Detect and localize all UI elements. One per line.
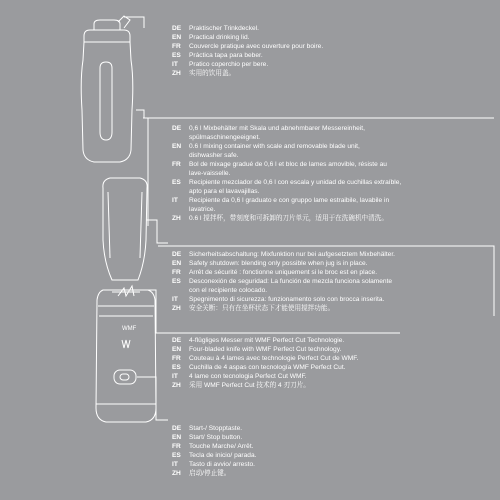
desc-line: Safety shutdown: blending only possible when jug is in place. (189, 260, 368, 267)
lang-code: ES (172, 179, 181, 186)
lang-code: ES (172, 52, 181, 59)
lang-code: FR (172, 269, 181, 276)
lang-code: FR (172, 161, 181, 168)
lang-code: IT (172, 197, 178, 204)
lang-code: FR (172, 43, 181, 50)
lang-code: ZH (172, 215, 181, 222)
desc-line: Cuchilla de 4 aspas con tecnología WMF Perfect Cut. (189, 364, 346, 371)
lang-code: IT (172, 373, 178, 380)
desc-line: 启动/停止键。 (189, 470, 231, 477)
lang-code: EN (172, 143, 182, 150)
desc-line: spülmaschinengeeignet. (189, 134, 261, 141)
lang-code: ZH (172, 382, 181, 389)
lang-code: FR (172, 443, 181, 450)
lang-code: ES (172, 452, 181, 459)
lang-code: DE (172, 25, 182, 32)
desc-line: Couvercle pratique avec ouverture pour boire. (189, 43, 324, 50)
lang-code: DE (172, 251, 182, 258)
lang-code: DE (172, 337, 182, 344)
lang-code: ES (172, 278, 181, 285)
section-drinking-lid (172, 24, 323, 78)
desc-line: Arrêt de sécurité : fonctionne uniquement si le broc est en place. (189, 269, 378, 276)
desc-line: Spegnimento di sicurezza: funzionamento solo con brocca inserita. (189, 296, 385, 303)
desc-line: Recipiente da 0,6 l graduato e con gruppo lame estraibile, lavabile in (189, 197, 390, 204)
desc-line: dishwasher safe. (189, 152, 239, 159)
desc-line: Tasto di avvio/ arresto. (189, 461, 255, 468)
desc-line: Pratico coperchio per bere. (189, 61, 269, 68)
lang-code: ES (172, 364, 181, 371)
desc-line: Start-/ Stopptaste. (189, 425, 243, 432)
desc-line: Start/ Stop button. (189, 434, 243, 441)
desc-line: Sicherheitsabschaltung: Mixfunktion nur bei aufgesetztem Mixbehälter. (189, 251, 395, 258)
desc-line: 0,6 l Mixbehälter mit Skala und abnehmbarer Messereinheit, (189, 125, 365, 132)
desc-line: 安全关断：只有在坐杯状态下才能使用搅拌功能。 (189, 305, 335, 312)
lang-code: DE (172, 125, 182, 132)
desc-line: 采用 WMF Perfect Cut 技术的 4 刃刀片。 (189, 382, 310, 389)
lang-code: DE (172, 425, 182, 432)
desc-line: Praktischer Trinkdeckel. (189, 25, 259, 32)
desc-line: 0.6 l mixing container with scale and removable blade unit, (189, 143, 360, 150)
desc-line: Four-bladed knife with WMF Perfect Cut technology. (189, 346, 342, 353)
desc-line: 4 lame con tecnologia Perfect Cut WMF. (189, 373, 307, 380)
desc-line: apto para el lavavajillas. (189, 188, 260, 195)
section-mixing-container (172, 124, 401, 223)
desc-line: 实用的饮用盖。 (189, 70, 236, 77)
desc-line: 0.6 l 搅拌杯，带刻度和可拆卸的刀片单元，适用于在洗碗机中清洗。 (189, 215, 388, 222)
lang-code: ZH (172, 305, 181, 312)
lang-code: EN (172, 260, 182, 267)
lang-code: FR (172, 355, 181, 362)
desc-line: con el recipiente colocado. (189, 287, 268, 294)
lang-code: IT (172, 61, 178, 68)
lang-code: ZH (172, 70, 181, 77)
desc-line: Tecla de inicio/ parada. (189, 452, 257, 459)
lang-code: EN (172, 346, 182, 353)
desc-line: 4-flügliges Messer mit WMF Perfect Cut Technologie. (189, 337, 345, 344)
lang-code: EN (172, 434, 182, 441)
desc-line: Practical drinking lid. (189, 34, 250, 41)
section-start-stop (172, 424, 256, 478)
desc-line: Bol de mixage gradué de 0,6 l et bloc de lames amovible, résiste au (189, 161, 387, 168)
desc-line: Touche Marche/ Arrêt. (189, 443, 254, 450)
section-safety-shutdown (172, 250, 395, 313)
lang-code: EN (172, 34, 182, 41)
desc-line: Práctica tapa para beber. (189, 52, 263, 59)
lang-code: ZH (172, 470, 181, 477)
desc-line: Desconexión de seguridad: La función de mezcla funciona solamente (189, 278, 393, 285)
desc-line: lavatrice. (189, 206, 216, 213)
lang-code: IT (172, 296, 178, 303)
wmf-logo-mark: WMF (122, 326, 137, 332)
desc-line: Couteau à 4 lames avec technologie Perfect Cut de WMF. (189, 355, 359, 362)
section-blade (172, 336, 358, 390)
desc-line: lave-vaisselle. (189, 170, 231, 177)
lang-code: IT (172, 461, 178, 468)
desc-line: Recipiente mezclador de 0,6 l con escala y unidad de cuchillas extraíble, (189, 179, 402, 186)
